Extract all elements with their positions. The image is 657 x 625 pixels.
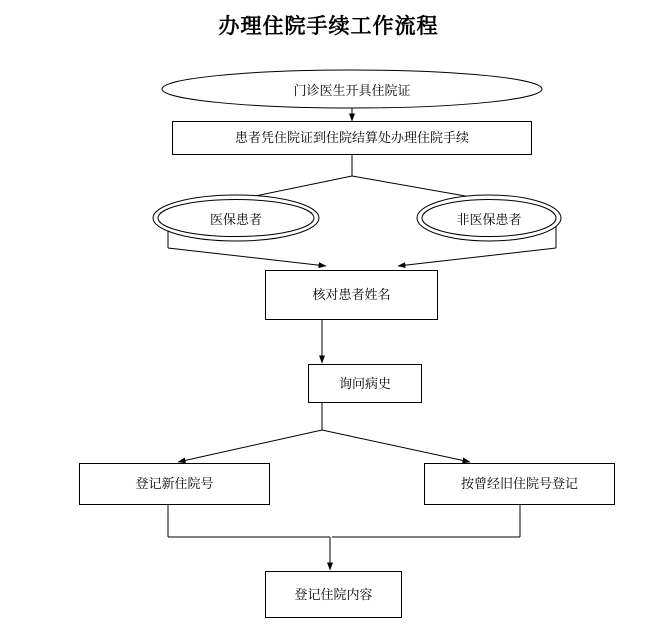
insured-inner-ellipse — [158, 200, 314, 237]
node-procedure — [172, 121, 532, 155]
node-verify-name — [265, 270, 438, 320]
node-procedure-label: 患者凭住院证到住院结算处办理住院手续 — [234, 130, 469, 146]
node-new-number-label: 登记新住院号 — [135, 476, 214, 492]
edge-history-to-new — [178, 430, 322, 462]
edge-insured-to-verify — [168, 248, 326, 266]
node-register-content-label: 登记住院内容 — [294, 586, 373, 602]
node-ask-history-label: 询问病史 — [338, 375, 391, 391]
node-insured-label: 医保患者 — [209, 211, 262, 227]
node-old-number — [424, 463, 615, 505]
page-title: 办理住院手续工作流程 — [218, 14, 439, 38]
edge-history-to-old — [322, 430, 470, 462]
node-verify-name-label: 核对患者姓名 — [312, 287, 391, 303]
node-uninsured-label: 非医保患者 — [456, 211, 522, 227]
uninsured-inner-ellipse — [422, 200, 556, 237]
start-ellipse-shape — [162, 70, 542, 108]
node-new-number — [79, 463, 270, 505]
node-start-label: 门诊医生开具住院证 — [293, 82, 411, 98]
edge-uninsured-to-verify — [398, 248, 556, 266]
node-old-number-label: 按曾经旧住院号登记 — [460, 476, 578, 492]
node-ask-history — [308, 364, 422, 403]
node-register-content — [265, 571, 402, 618]
